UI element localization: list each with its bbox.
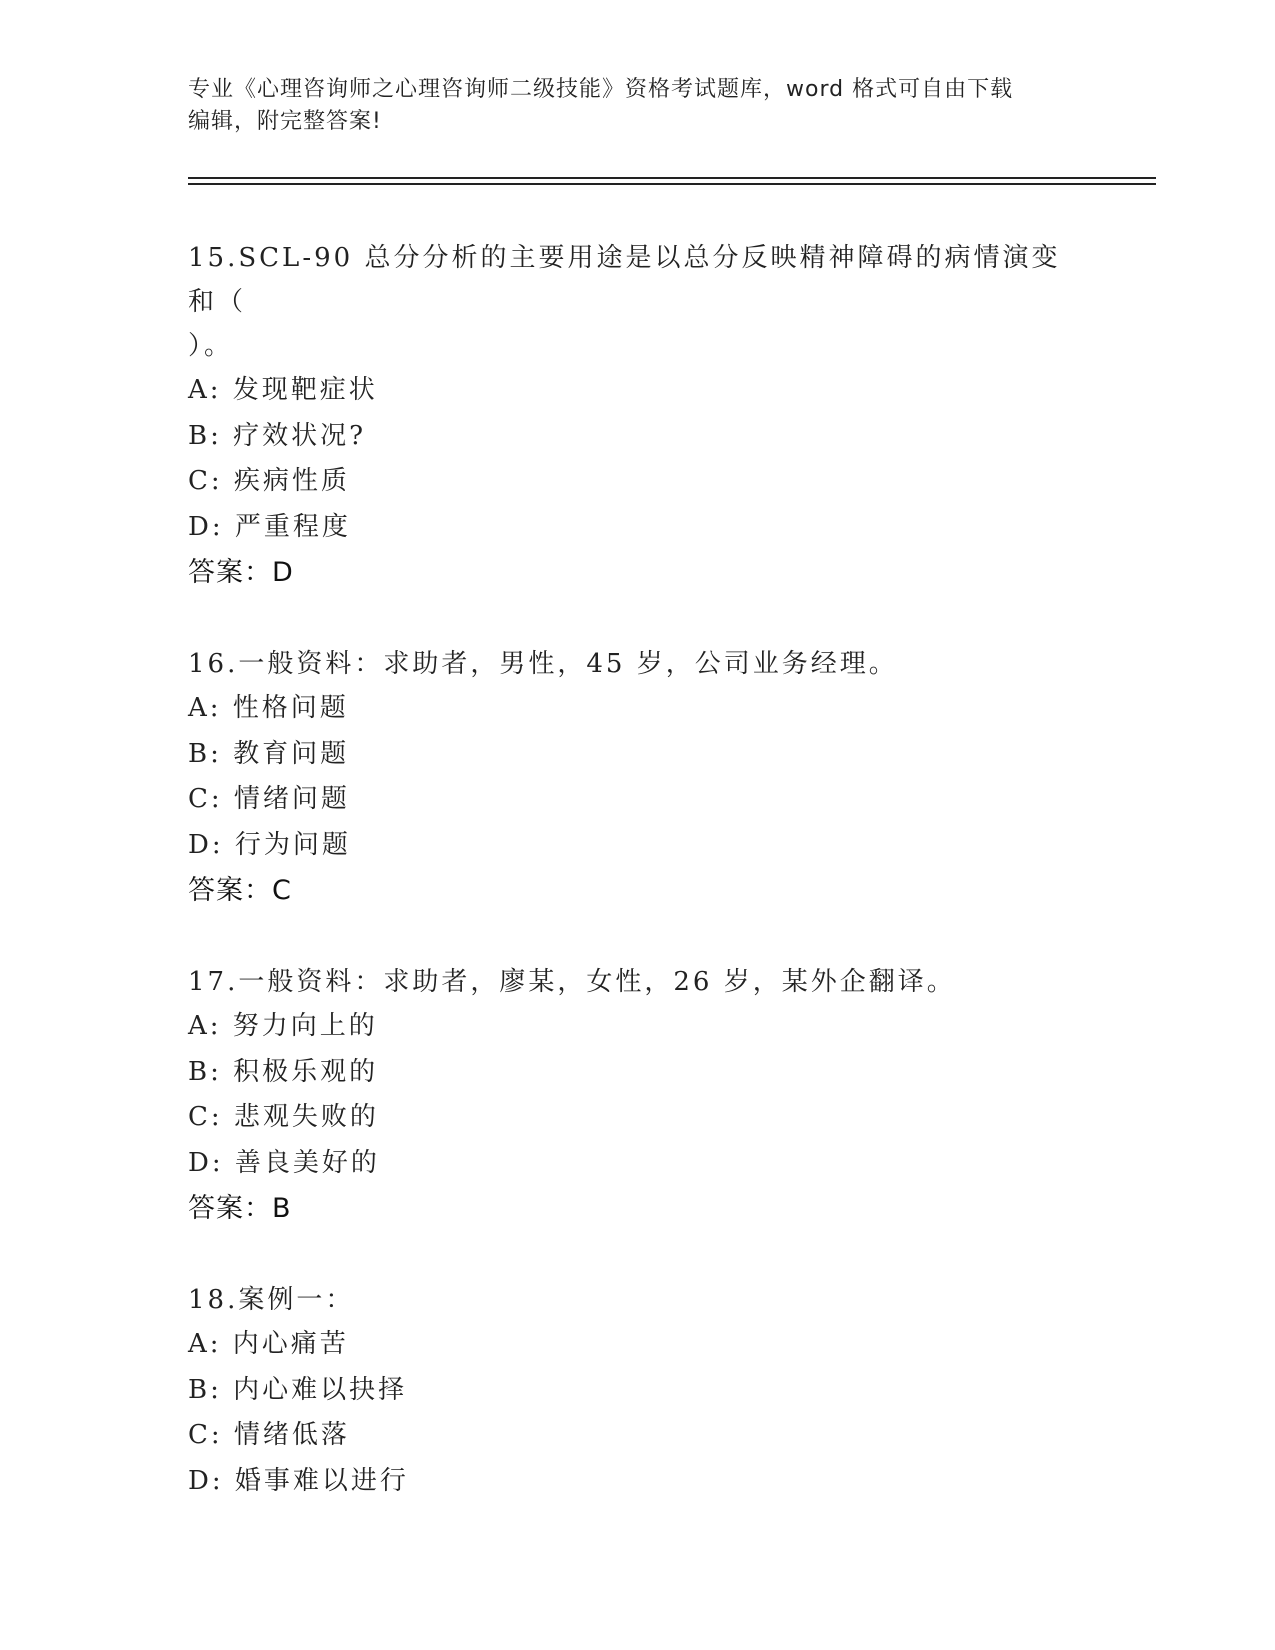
option-b: B: 积极乐观的 (188, 1056, 379, 1087)
question-text: 16.一般资料：求助者，男性，45 岁，公司业务经理。 (188, 649, 898, 679)
option-b: B: 疗效状况? (188, 420, 367, 451)
option-d: D: 善良美好的 (188, 1147, 380, 1178)
question-text: 18.案例一： (188, 1285, 355, 1315)
question-17 (188, 960, 1088, 1232)
option-d: D: 行为问题 (188, 829, 351, 860)
question-text: 17.一般资料：求助者，廖某，女性，26 岁，某外企翻译。 (188, 967, 956, 997)
answer: 答案：B (188, 1193, 292, 1224)
question-list (188, 236, 1088, 1550)
question-text: 15.SCL-90 总分分析的主要用途是以总分反映精神障碍的病情演变和（ (188, 243, 1061, 317)
option-c: C: 情绪问题 (188, 784, 350, 814)
option-b: B: 内心难以抉择 (188, 1374, 408, 1405)
option-a: A: 努力向上的 (188, 1011, 378, 1041)
option-d: D: 严重程度 (188, 511, 351, 542)
option-a: A: 内心痛苦 (188, 1329, 349, 1359)
header-divider-top (188, 177, 1156, 179)
option-b: B: 教育问题 (188, 738, 350, 769)
question-16 (188, 642, 1088, 914)
header-divider-bottom (188, 183, 1156, 185)
question-18 (188, 1278, 1088, 1504)
document-header (188, 74, 1088, 138)
option-c: C: 情绪低落 (188, 1420, 350, 1450)
option-c: C: 悲观失败的 (188, 1102, 379, 1132)
option-c: C: 疾病性质 (188, 466, 350, 496)
option-a: A: 发现靶症状 (188, 375, 378, 405)
question-15 (188, 236, 1088, 596)
answer: 答案：C (188, 875, 292, 906)
answer: 答案：D (188, 557, 294, 588)
header-line-2: 编辑，附完整答案! (188, 109, 382, 134)
header-line-1: 专业《心理咨询师之心理咨询师二级技能》资格考试题库，word 格式可自由下载 (188, 77, 1014, 102)
question-text-continued: ）。 (188, 331, 234, 361)
option-d: D: 婚事难以进行 (188, 1465, 409, 1496)
option-a: A: 性格问题 (188, 693, 349, 723)
